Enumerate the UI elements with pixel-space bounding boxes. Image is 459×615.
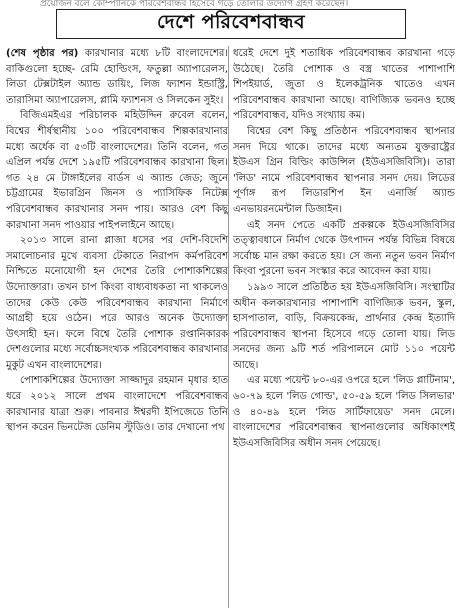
article-paragraph: ২০১৩ সালে রানা প্লাজা ধসের পর দেশি-বিদেশি সমালোচনার মুখে ব্যবসা টেকাতে নিরাপদ কর্মপরিবেশ নিশ্চিতে মনোযোগী হন দেশের তৈরি পোশাকশিল্পের উদ্যোক্তারা। তখন চাপ কিংবা বাধ্যবাধকতা না থাকলেও তাদের কেউ কেউ পরিবেশবান্ধব কারখানা নির্মাণে আগ্রহী হয়ে ওঠেন। পরে আরও অনেক উদ্যোক্তা উৎসাহী হন। ফলে বিশ্বে তৈরি পোশাক রপ্তানিকারক দেশগুলোর মধ্যে সর্বোচ্চসংখ্যক পরিবেশবান্ধব কারখানার মুকুট এখন বাংলাদেশের। [6, 235, 228, 371]
article-column-left [6, 46, 228, 612]
article-paragraph: বিজিএমইএর পরিচালক মহিউদ্দিন রুবেল বলেন, বিশ্বের শীর্ষস্থানীয় ১০০ পরিবেশবান্ধব শিল্পকারখানার মধ্যে অর্ধেক বা ৫৩টি বাংলাদেশের। তিনি বলেন, গত এপ্রিল পর্যন্ত দেশে ১৯৫টি পরিবেশবান্ধব কারখানা ছিল। গত ২৪ মে টাঙ্গাইলের বার্ডস এ অ্যান্ড জেড; জুনে চট্টগ্রামের ইভারগ্রিন জিনস ও প্যাসিফিক নিটেক্স পরিবেশবান্ধব কারখানার সনদ পায়। আরও বেশ কিছু কারখানা সনদ পাওয়ার পাইপলাইনে আছে। [6, 110, 228, 231]
headline: দেশে পরিবেশবান্ধব [156, 11, 306, 33]
article-paragraph: এই সনদ পেতে একটি প্রকল্পকে ইউএসজিবিসির তত্ত্বাবধানে নির্মাণ থেকে উৎপাদন পর্যন্ত বিভিন্ন বিষয়ে সর্বোচ্চ মান রক্ষা করতে হয়। সে জন্য নতুন ভবন নির্মাণ কিংবা পুরনো ভবন সংস্কার করে আবেদন করা যায়। [233, 219, 455, 278]
previous-section-text: প্রয়োজন বলে কোম্পানিকে পরিবেশবান্ধব হিসেবে গড়ে তোলার উদ্যোগ গ্রহণ করেছেন। [40, 0, 349, 8]
article-paragraph: ধরেই দেশে দুই শতাধিক পরিবেশবান্ধব কারখানা গড়ে উঠেছে। তৈরি পোশাক ও বস্ত্র খাতের পাশাপাশি শিপইয়ার্ড, জুতা ও ইলেকট্রনিক খাতেও এখন পরিবেশবান্ধব কারখানা আছে। বাণিজ্যিক ভবনও হচ্ছে পরিবেশবান্ধব, যদিও সংখ্যায় কম। [233, 48, 455, 122]
column-divider [228, 46, 229, 608]
article-paragraph: পোশাকশিল্পের উদ্যোক্তা সাজ্জাদুর রহমান মৃধার হাত ধরে ২০১২ সালে প্রথম বাংলাদেশে পরিবেশবান্ধব কারখানার যাত্রা শুরু। পাবনার ঈশ্বরদী ইপিজেডে তিনি স্থাপন করেন ভিনটেজ ডেনিম স্টুডিও। তার দেখানো পথ [6, 375, 228, 434]
continuation-marker: (শেষ পৃষ্ঠার পর) [6, 48, 79, 59]
article-column-right [233, 46, 455, 612]
article-paragraph: বিশ্বের বেশ কিছু প্রতিষ্ঠান পরিবেশবান্ধব স্থাপনার সনদ দিয়ে থাকে। তাদের মধ্যে অন্যতম যুক্তরাষ্ট্রের ইউএস গ্রিন বিল্ডিং কাউন্সিল (ইউএসজিবিসি)। তারা 'লিড' নামে পরিবেশবান্ধব স্থাপনার সনদ দেয়। লিডের পূর্ণাঙ্গ রূপ লিডারশিপ ইন এনার্জি অ্যান্ড এনভায়রনমেন্টাল ডিজাইন। [233, 125, 455, 215]
headline-box [56, 9, 406, 39]
article-paragraph: (শেষ পৃষ্ঠার পর) কারখানার মধ্যে ৮টি বাংলাদেশের। বাকিগুলো হচ্ছে- রেমি হোল্ডিংস, ফতুল্লা অ্যাপারেলস, লিডা টেক্সটাইল অ্যান্ড ডায়িং, লিজ ফ্যাশন ইন্ডাস্ট্রি, তারাসিমা অ্যাপারেলস, প্লামি ফ্যাশনস ও সিলকেন সুইং। [6, 48, 228, 106]
article-paragraph: ১৯৯৩ সালে প্রতিষ্ঠিত হয় ইউএসজিবিসি। সংস্থাটির অধীন কলকারখানার পাশাপাশি বাণিজ্যিক ভবন, স্কুল, হাসপাতাল, বাড়ি, বিক্রয়কেন্দ্র, প্রার্থনার কেন্দ্র ইত্যাদি পরিবেশবান্ধব স্থাপনা হিসেবে গড়ে তোলা যায়। লিড সনদের জন্য ৯টি শর্ত পরিপালনে মোট ১১০ পয়েন্ট আছে। [233, 281, 455, 371]
article-paragraph: এর মধ্যে পয়েন্ট ৮০-এর ওপরে হলে 'লিড প্লাটিনাম', ৬০-৭৯ হলে 'লিড গোল্ড', ৫০-৫৯ হলে 'লিড সিলভার' ও ৪০-৪৯ হলে 'লিড সার্টিফায়েড' সনদ মেলে। বাংলাদেশের পরিবেশবান্ধব স্থাপনাগুলোর অধিকাংশই ইউএসজিবিসির অধীন সনদ পেয়েছে। [233, 375, 455, 449]
